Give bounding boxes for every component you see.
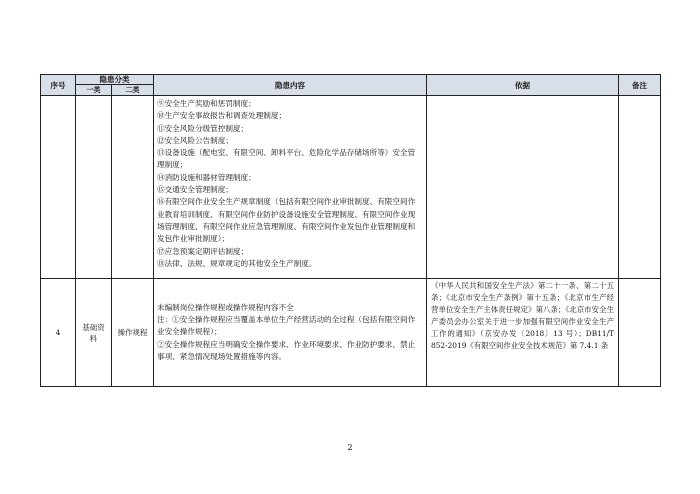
content-line: ⑬设备设施（配电室、有限空间、卸料平台、危险化学品存储场所等）安全管理制度； <box>157 148 416 170</box>
header-remark: 备注 <box>619 75 661 96</box>
cell-content <box>154 96 427 279</box>
row4-content <box>154 279 427 387</box>
hazard-table <box>40 74 661 387</box>
content-line: ⑩生产安全事故报告和调查处理制度； <box>157 111 287 121</box>
header-category: 隐患分类 <box>76 75 154 85</box>
header-basis: 依据 <box>427 75 619 96</box>
content-line: ⑭消防设施和器材管理制度； <box>157 172 256 182</box>
content-line: 注：①安全操作规程应当覆盖本单位生产经营活动的全过程（包括有限空间作业安全操作规程）； <box>157 315 416 337</box>
cell-seq <box>41 96 76 279</box>
table-row-continued <box>41 96 661 279</box>
content-line: ⑨安全生产奖励和惩罚制度； <box>157 99 256 108</box>
content-line: ⑯有限空间作业安全生产规章制度（包括有限空间作业审批制度、有限空间作业教育培训制度、有限空间作业防护设备设施安全管理制度、有限空间作业现场管理制度、有限空间作业应急管理制度、有限空间作业发包作业管理制度和发包作业审批制度）； <box>157 197 416 244</box>
row4-level1: 基础资料 <box>76 279 112 387</box>
cell-basis <box>427 96 619 279</box>
cell-remark <box>619 96 661 279</box>
cell-level1 <box>76 96 112 279</box>
content-line: ⑮交通安全管理制度； <box>157 185 233 195</box>
content-line: ⑱法律、法规、规章规定的其他安全生产制度。 <box>157 258 317 268</box>
content-line: 未编制岗位操作规程或操作规程内容不全 <box>157 302 294 312</box>
row4-level2: 操作规程 <box>112 279 154 387</box>
header-level1: 一类 <box>76 85 112 96</box>
row4-basis: 《中华人民共和国安全生产法》第二十一条、第二十五条；《北京市安全生产条例》第十五条；《北京市生产经营单位安全生产主体责任规定》第八条；《北京市安全生产委员会办公室关于进一步加强有限空间作业安全生产工作的通知》（京安办发〔2018〕13 号）；DB11/T 852-2019《有限空间作业安全技术规范》第 7.4.1 条 <box>427 279 619 387</box>
content-line: ②安全操作规程应当明确安全操作要求、作业环境要求、作业防护要求、禁止事项、紧急情况现场处置措施等内容。 <box>157 339 416 361</box>
page-number: 2 <box>347 443 353 452</box>
content-line: ⑰应急预案定期评估制度； <box>157 246 249 256</box>
cell-level2 <box>112 96 154 279</box>
row4-remark <box>619 279 661 387</box>
header-level2: 二类 <box>112 85 154 96</box>
header-seq: 序号 <box>41 75 76 96</box>
row4-seq: 4 <box>41 279 76 387</box>
content-line: ⑫安全风险公告制度； <box>157 135 233 145</box>
header-content: 隐患内容 <box>154 75 427 96</box>
content-line: ⑪安全风险分级管控制度； <box>157 123 249 133</box>
document-table-container <box>40 74 660 387</box>
table-row-4 <box>41 279 661 387</box>
